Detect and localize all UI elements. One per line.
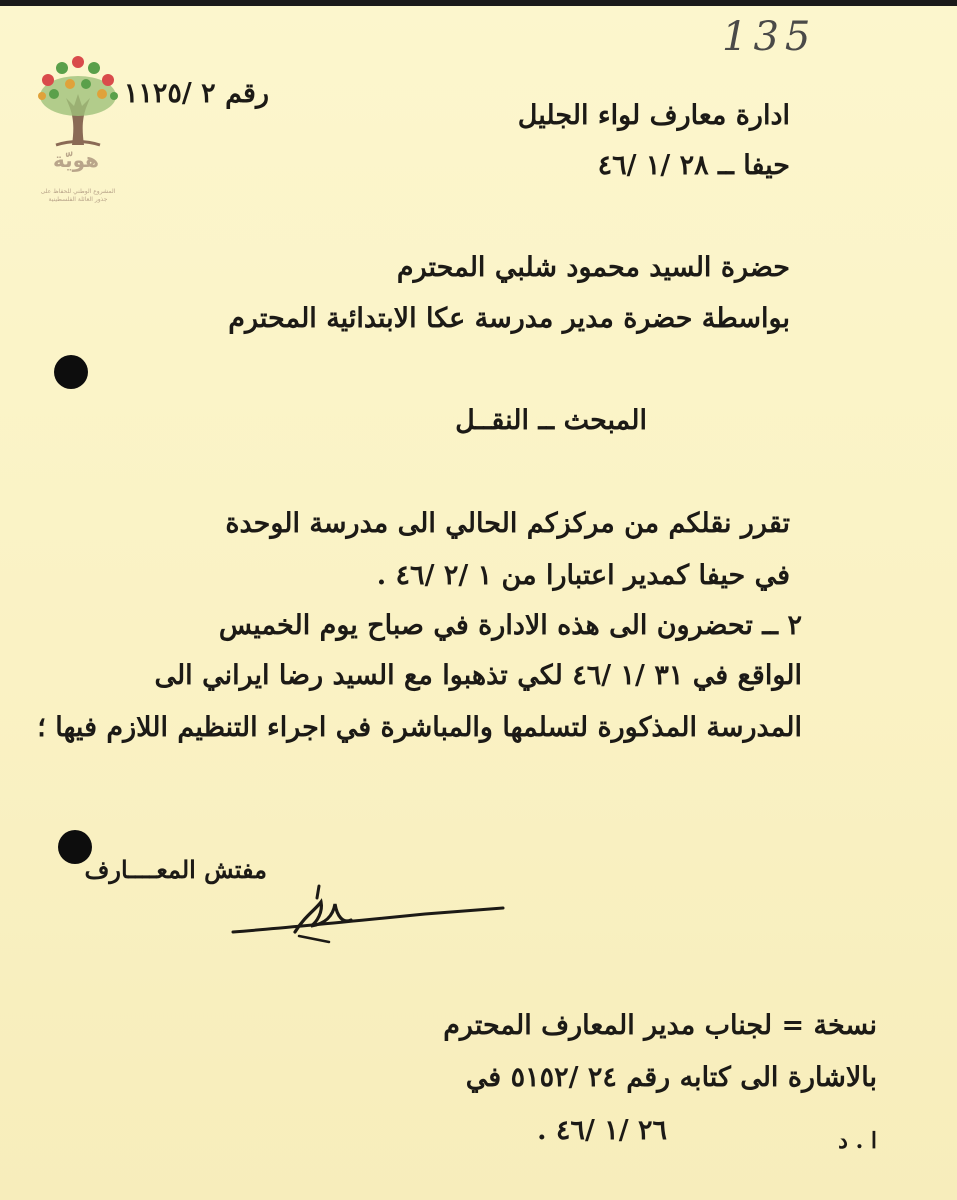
page-number: 135 (722, 14, 817, 60)
body-line: تقرر نقلكم من مركزكم الحالي الى مدرسة الوحدة (225, 508, 790, 539)
body-line: الواقع في ٣١ /١ /٤٦ لكي تذهبوا مع السيد رضا ايراني الى (154, 660, 802, 691)
document-date: حيفا ــ ٢٨ /١ /٤٦ (597, 150, 790, 181)
logo-subtitle: المشروع الوطني للحفاظ على (40, 188, 116, 195)
copy-line: نسخة = لجناب مدير المعارف المحترم (443, 1010, 877, 1041)
typist-initials: ا . د (838, 1128, 877, 1154)
copy-line: بالاشارة الى كتابه رقم ٢٤ /٥١٥٢ في (465, 1062, 877, 1093)
department-name: ادارة معارف لواء الجليل (517, 100, 790, 131)
addressee: حضرة السيد محمود شلبي المحترم (396, 252, 790, 283)
copy-date: ٢٦ /١ /٤٦ . (537, 1115, 667, 1146)
reference-number: رقم ٢ /١١٢٥ (123, 78, 269, 109)
punch-hole (54, 355, 88, 389)
body-line: المدرسة المذكورة لتسلمها والمباشرة في اجراء التنظيم اللازم فيها ؛ (37, 712, 802, 743)
scan-top-edge (0, 0, 957, 6)
logo-subtitle: جذور العائلة الفلسطينية (48, 196, 108, 203)
logo-word: هويّة (52, 148, 100, 172)
tree-icon (26, 50, 130, 150)
archive-logo (26, 50, 136, 210)
body-line: في حيفا كمدير اعتبارا من ١ /٢ /٤٦ . (376, 560, 790, 591)
body-line: ٢ ــ تحضرون الى هذه الادارة في صباح يوم الخميس (218, 610, 802, 641)
signatory-title: مفتش المعــــارف (84, 855, 267, 884)
handwritten-signature (225, 880, 515, 950)
subject-line: المبحث ــ النقــل (455, 405, 647, 436)
via-line: بواسطة حضرة مدير مدرسة عكا الابتدائية المحترم (228, 303, 790, 334)
